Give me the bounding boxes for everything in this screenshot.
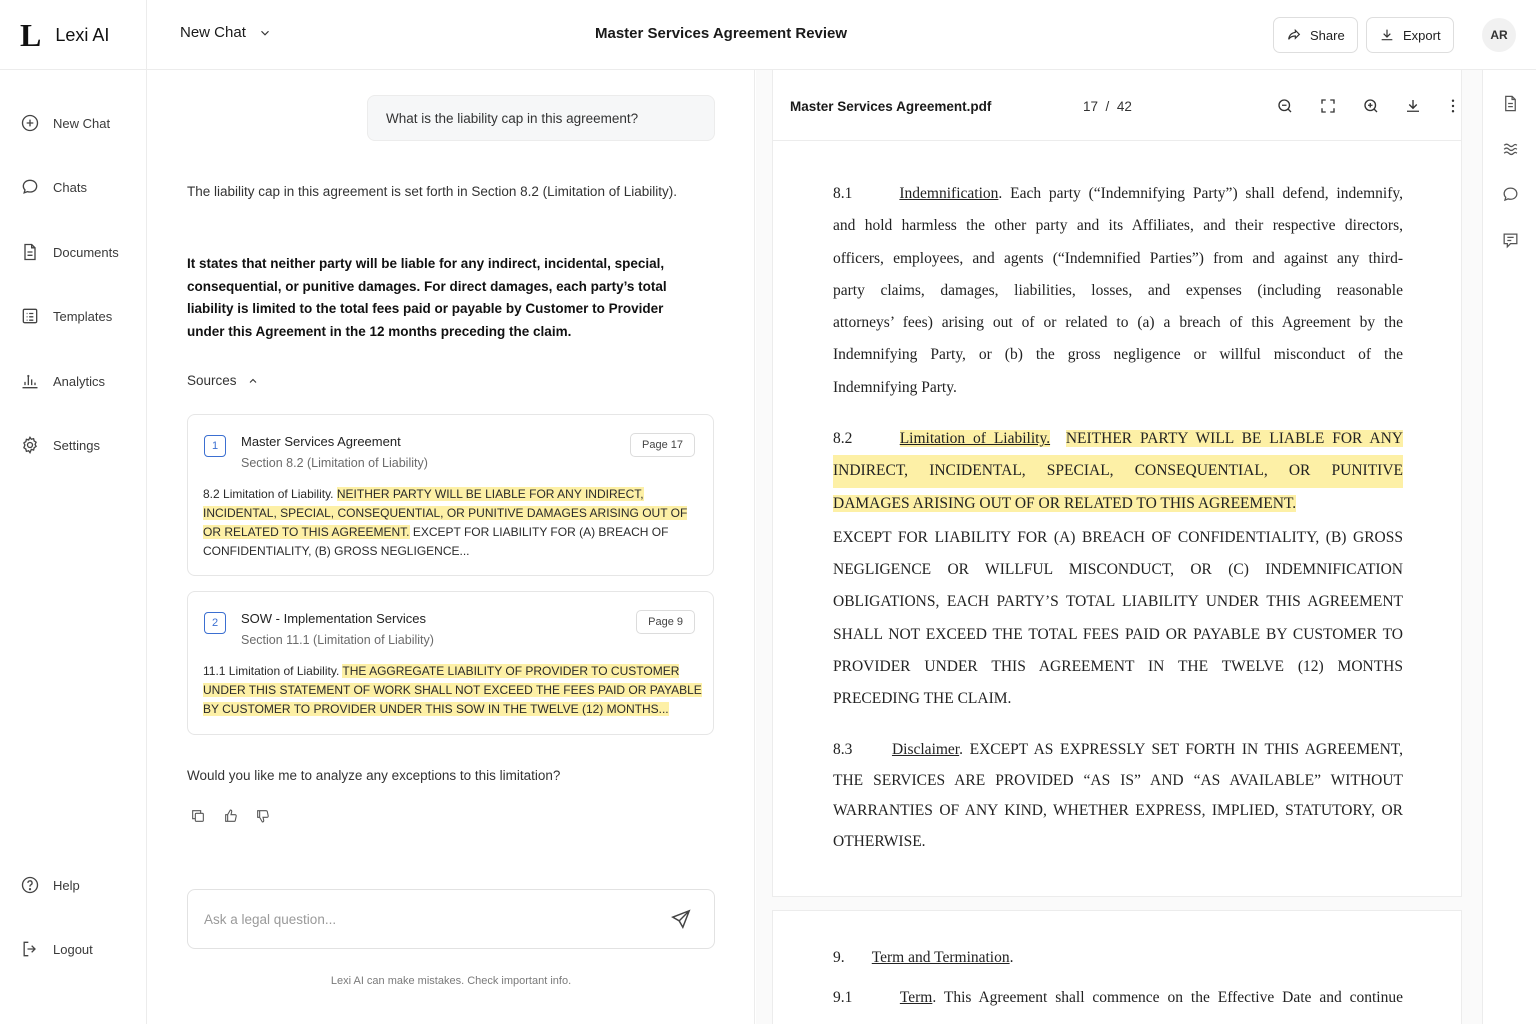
sidebar-item-label: Help: [53, 877, 80, 893]
share-label: Share: [1310, 27, 1345, 43]
doc-text: .: [1009, 949, 1014, 966]
total-pages: 42: [1116, 99, 1132, 114]
document-page: [772, 910, 1462, 1024]
section-8-2: [833, 423, 1403, 520]
doc-highlight: DAMAGES ARISING OUT OF OR RELATED TO THIS AGREEMENT.: [833, 494, 1297, 512]
gear-icon: [20, 435, 40, 455]
top-bar: [147, 0, 1536, 70]
sidebar-item-help[interactable]: [20, 873, 80, 897]
sidebar-item-new-chat[interactable]: [20, 111, 110, 135]
sidebar-item-templates[interactable]: [20, 304, 112, 328]
logout-icon: [20, 939, 40, 959]
doc-highlight: INDIRECT, INCIDENTAL, SPECIAL, CONSEQUENTIAL, OR PUNITIVE: [833, 455, 1403, 487]
sidebar-item-logout[interactable]: [20, 937, 93, 961]
doc-highlight: NEITHER PARTY WILL BE LIABLE FOR ANY: [1065, 430, 1404, 447]
fit-to-page-icon[interactable]: [1319, 97, 1337, 115]
sources-toggle[interactable]: [187, 373, 259, 388]
template-icon: [20, 306, 40, 326]
assistant-followup: Would you like me to analyze any exceptions to this limitation?: [187, 768, 561, 783]
sidebar-item-label: Templates: [53, 308, 113, 324]
right-rail: [1482, 70, 1536, 1024]
source-excerpt: [203, 662, 703, 719]
section-heading: Disclaimer: [891, 741, 960, 758]
copy-icon[interactable]: [190, 808, 206, 824]
chevron-down-icon: [258, 26, 272, 40]
doc-line: SHALL NOT EXCEED THE TOTAL FEES PAID OR PAYABLE BY CUSTOMER TO: [833, 625, 1403, 643]
plus-circle-icon: [20, 113, 40, 133]
excerpt-text: EXCEPT FOR LIABILITY FOR (A) BREACH OF CONFIDENTIALITY, (B) GROSS NEGLIGENCE...: [203, 525, 669, 558]
export-button[interactable]: [1366, 17, 1454, 53]
section-8-3: [833, 735, 1403, 857]
doc-line: [833, 982, 1403, 1014]
sidebar-item-label: New Chat: [53, 115, 111, 131]
excerpt-highlight: NEITHER PARTY WILL BE LIABLE FOR ANY INDIRECT, INCIDENTAL, SPECIAL, CONSEQUENTIAL, OR PUNITIVE DAMAGES ARISING OUT OF OR RELATED TO THIS AGREEMENT.: [203, 487, 688, 539]
source-number: 1: [204, 435, 226, 457]
source-title: SOW - Implementation Services: [241, 611, 426, 626]
download-icon[interactable]: [1404, 97, 1422, 115]
assistant-answer-intro: The liability cap in this agreement is set forth in Section 8.2 (Limitation of Liability).: [187, 184, 677, 199]
chat-bubble-icon: [20, 177, 40, 197]
doc-line: PRECEDING THE CLAIM.: [833, 690, 1012, 708]
thumbs-up-icon[interactable]: [223, 808, 239, 824]
doc-line: NEGLIGENCE OR WILLFUL MISCONDUCT, OR (C) INDEMNIFICATION: [833, 561, 1403, 579]
excerpt-highlight: THE AGGREGATE LIABILITY OF PROVIDER TO CUSTOMER UNDER THIS STATEMENT OF WORK SHALL NOT EXCEED THE FEES PAID OR PAYABLE BY CUSTOMER TO PROVIDER UNDER THIS SOW IN THE TWELVE (12) MONTHS...: [203, 664, 702, 716]
doc-text: . Each party (“Indemnifying Party”) shall defend, indemnify,: [998, 185, 1404, 202]
source-excerpt: [203, 485, 703, 561]
doc-line: WARRANTIES OF ANY KIND, WHETHER EXPRESS, IMPLIED, STATUTORY, OR: [833, 802, 1403, 819]
sidebar-item-label: Chats: [53, 179, 87, 195]
sidebar-item-documents[interactable]: [20, 240, 119, 264]
excerpt-text: 8.2 Limitation of Liability.: [203, 487, 337, 501]
section-heading: Limitation of Liability.: [899, 430, 1051, 447]
doc-line: Indemnifying Party.: [833, 378, 957, 396]
disclaimer: Lexi AI can make mistakes. Check important info.: [330, 975, 572, 987]
section-heading: Indemnification: [899, 185, 999, 202]
more-options-icon[interactable]: [1444, 97, 1462, 115]
section-number: 8.2: [833, 430, 853, 447]
viewer-toolbar: [772, 70, 1462, 141]
sidebar-item-settings[interactable]: [20, 433, 100, 457]
comment-icon[interactable]: [1501, 185, 1520, 204]
thumbs-down-icon[interactable]: [255, 808, 271, 824]
doc-line: [833, 423, 1403, 455]
sidebar: [0, 0, 147, 1024]
notes-icon[interactable]: [1501, 231, 1520, 250]
source-card[interactable]: [187, 591, 714, 735]
logo[interactable]: [20, 17, 110, 53]
app-name: Lexi AI: [55, 24, 110, 45]
source-number: 2: [204, 612, 226, 634]
sidebar-item-chats[interactable]: [20, 175, 87, 199]
avatar[interactable]: AR: [1482, 18, 1516, 52]
current-page[interactable]: 17: [1083, 99, 1099, 114]
section-number: 9.: [833, 949, 845, 966]
doc-line: party claims, damages, liabilities, losses, and expenses (including reasonable: [833, 281, 1403, 299]
document-icon: [20, 242, 40, 262]
source-section: Section 8.2 (Limitation of Liability): [241, 456, 428, 470]
zoom-out-icon[interactable]: [1276, 97, 1294, 115]
chevron-up-icon: [247, 375, 259, 387]
zoom-in-icon[interactable]: [1362, 97, 1380, 115]
page-separator: /: [1105, 99, 1110, 114]
sidebar-item-analytics[interactable]: [20, 369, 105, 393]
doc-line: [833, 488, 1403, 520]
export-label: Export: [1403, 27, 1441, 43]
divider: [0, 69, 147, 70]
source-card[interactable]: [187, 414, 714, 576]
doc-line: OTHERWISE.: [833, 832, 926, 850]
question-input[interactable]: [204, 909, 644, 929]
doc-line: OBLIGATIONS, EACH PARTY’S TOTAL LIABILITY UNDER THIS AGREEMENT: [833, 593, 1403, 611]
sidebar-item-label: Logout: [53, 941, 93, 957]
analytics-icon: [20, 371, 40, 391]
help-icon: [20, 875, 40, 895]
file-name: Master Services Agreement.pdf: [790, 99, 992, 114]
layers-icon[interactable]: [1501, 139, 1520, 158]
section-number: 8.3: [833, 741, 853, 758]
sources-label: Sources: [187, 373, 237, 388]
doc-line: officers, employees, and agents (“Indemnified Parties”) from and against any third-: [833, 249, 1403, 267]
page-badge[interactable]: Page 17: [630, 433, 695, 457]
chat-pane: [147, 70, 755, 1024]
chat-selector[interactable]: [180, 24, 272, 41]
doc-line: [833, 178, 1403, 210]
assistant-answer-summary: It states that neither party will be liable for any indirect, incidental, special, consequential, or punitive damages. For direct damages, each party’s total liability is limited to the total fees paid or payable by Customer to Provider under this Agreement in the 12 months preceding the claim.: [187, 256, 667, 339]
page-title: Master Services Agreement Review: [595, 25, 848, 42]
doc-line: [833, 455, 1403, 487]
doc-line: PROVIDER UNDER THIS AGREEMENT IN THE TWELVE (12) MONTHS: [833, 657, 1403, 675]
question-input-box: [187, 889, 715, 949]
document-icon[interactable]: [1501, 94, 1520, 113]
page-indicator: [1083, 99, 1132, 114]
chat-selector-label: New Chat: [180, 24, 246, 41]
doc-line: [833, 735, 1403, 766]
section-8-2-cont: [833, 522, 1403, 715]
section-number: 9.1: [833, 989, 853, 1006]
pdf-viewer: [756, 70, 1482, 1024]
doc-line: and hold harmless the other party and its Affiliates, and their respective directors,: [833, 217, 1403, 235]
doc-line: Indemnifying Party, or (b) the gross negligence or willful misconduct of the: [833, 346, 1403, 364]
doc-line: attorneys’ fees) arising out of or related to (a) a breach of this Agreement by the: [833, 314, 1403, 332]
download-icon: [1379, 27, 1395, 43]
section-number: 8.1: [833, 185, 853, 202]
doc-text: . This Agreement shall commence on the Effective Date and continue: [932, 989, 1403, 1006]
section-heading: Term: [899, 989, 933, 1006]
excerpt-text: 11.1 Limitation of Liability.: [203, 664, 343, 678]
doc-text: . EXCEPT AS EXPRESSLY SET FORTH IN THIS AGREEMENT,: [959, 741, 1403, 758]
section-8-1: [833, 178, 1403, 404]
share-icon: [1286, 27, 1302, 43]
document-page: [772, 141, 1462, 897]
sidebar-item-label: Settings: [53, 437, 100, 453]
doc-line: THE SERVICES ARE PROVIDED “AS IS” AND “AS AVAILABLE” WITHOUT: [833, 771, 1403, 789]
user-message: What is the liability cap in this agreement?: [367, 95, 715, 141]
page-badge[interactable]: Page 9: [636, 610, 695, 634]
source-section: Section 11.1 (Limitation of Liability): [241, 633, 434, 647]
section-9-1: [833, 982, 1403, 1014]
doc-line: EXCEPT FOR LIABILITY FOR (A) BREACH OF CONFIDENTIALITY, (B) GROSS: [833, 529, 1403, 546]
share-button[interactable]: [1273, 17, 1358, 53]
logo-mark: L: [20, 17, 42, 53]
sidebar-item-label: Documents: [53, 244, 119, 260]
send-icon[interactable]: [670, 908, 692, 930]
section-heading: Term and Termination: [871, 949, 1010, 966]
sidebar-item-label: Analytics: [53, 373, 106, 389]
source-title: Master Services Agreement: [241, 434, 401, 449]
section-9: [833, 949, 1014, 967]
